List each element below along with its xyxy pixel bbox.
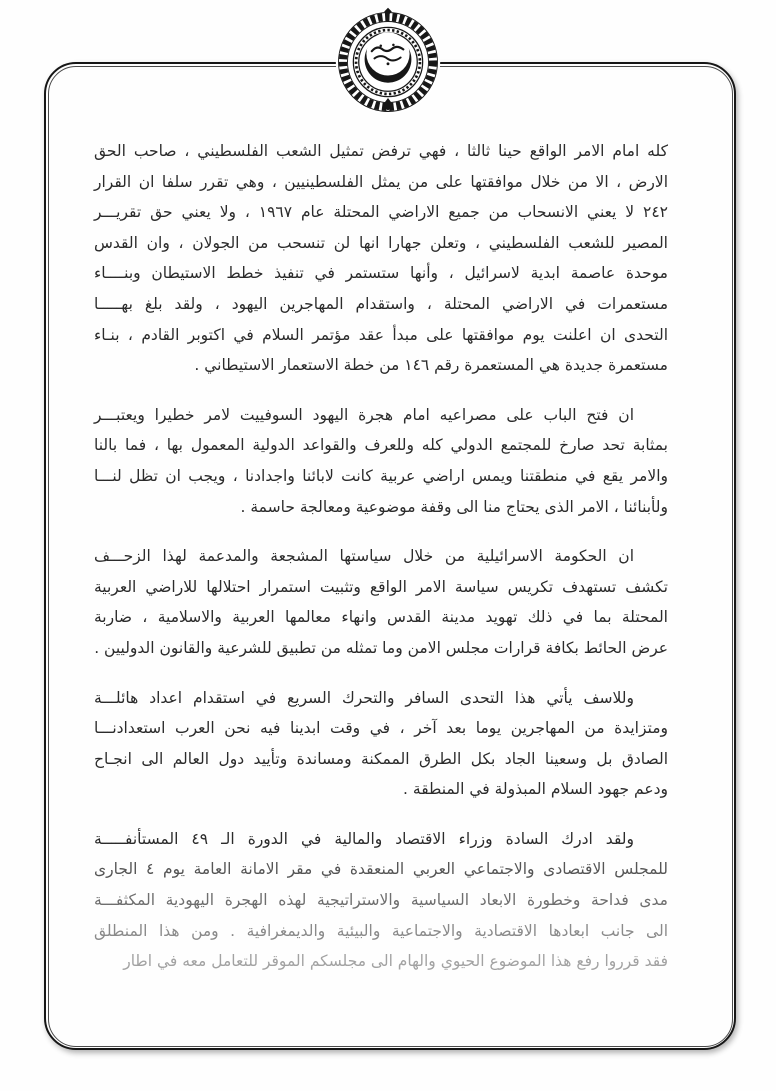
text-line: الى جانب ابعادها الاقتصادية والاجتماعية والبيئية والديمغرافية . ومن هذا المنطلق <box>94 921 668 940</box>
text-line: ان الحكومة الاسرائيلية من خلال سياستها المشجعة والمدعمة لهذا الزحـــف <box>94 547 634 566</box>
text-line: الصادق بل وسعينا الجاد بكل الطرق الممكنة ومساندة وتأييد دول العالم الى انجـاح <box>94 749 668 768</box>
arab-league-emblem <box>334 6 442 118</box>
paragraph <box>94 400 668 522</box>
text-line: مدى فداحة وخطورة الابعاد السياسية والاستراتيجية لهذه الهجرة اليهودية المكثفـــة <box>94 891 668 910</box>
text-line: فقد قرروا رفع هذا الموضوع الحيوي والهام الى مجلسكم الموقر للتعامل معه في اطار <box>123 952 668 971</box>
text-line: التحدى ان اعلنت يوم موافقتها على مبدأ عقد مؤتمر السلام في اكتوبر القادم ، بنـاء <box>94 325 668 344</box>
text-line: المحتلة بما في ذلك تهويد مدينة القدس وانهاء معالمها العربية والاسلامية ، ضاربة <box>94 608 668 627</box>
text-line: ٢٤٢ لا يعني الانسحاب من جميع الاراضي المحتلة عام ١٩٦٧ ، ولا يعني حق تقريـــر <box>94 203 668 222</box>
text-line: المصير للشعب الفلسطيني ، وتعلن جهارا انها لن تنسحب من الجولان ، وان القدس <box>94 233 668 252</box>
paragraph <box>94 541 668 663</box>
paragraph <box>94 824 668 977</box>
text-line: ان فتح الباب على مصراعيه امام هجرة اليهود السوفييت لامر خطيرا ويعتبـــر <box>94 405 634 424</box>
text-line: كله امام الامر الواقع حينا ثالثا ، فهي ترفض تمثيل الشعب الفلسطيني ، صاحب الحق <box>94 142 668 160</box>
text-line: عرض الحائط بكافة قرارات مجلس الامن وما تمثله من تطبيق للشرعية والقانون الدوليين . <box>94 638 668 657</box>
text-line: ولأبنائنا ، الامر الذى يحتاج منا الى وقفة موضوعية ومعالجة حاسمة . <box>240 497 668 516</box>
text-line: موحدة عاصمة ابدية لاسرائيل ، وأنها ستستمر في تنفيذ خطط الاستيطان وبنــــاء <box>94 264 668 283</box>
document-body <box>94 136 668 996</box>
text-line: والامر يقع في منطقتنا ويمس اراضي عربية كانت لابائنا واجدادنا ، ويجب ان تظل لنـــا <box>94 466 668 485</box>
text-line: مستعمرة جديدة هي المستعمرة رقم ١٤٦ من خطة الاستعمار الاستيطاني . <box>194 356 668 375</box>
text-line: الارض ، الا من خلال موافقتها على من يمثل الفلسطينيين ، وهي تقرر سلفا ان القرار <box>94 172 668 191</box>
text-line: بمثابة تحد صارخ للمجتمع الدولي كله وللعرف والقواعد الدولية المعمول بها ، فما بالنا <box>94 436 668 455</box>
text-line: تكشف تستهدف تكريس سياسة الامر الواقع وتثبيت استمرار احتلالها للاراضي العربية <box>94 577 668 596</box>
text-line: وللاسف يأتي هذا التحدى السافر والتحرك السريع في استقدام اعداد هائلـــة <box>94 688 634 707</box>
paragraph <box>94 683 668 805</box>
text-line: مستعمرات في الاراضي المحتلة ، واستقدام المهاجرين اليهود ، ولقد بلغ بهـــــا <box>94 294 668 313</box>
text-line: ومتزايدة من المهاجرين يوما بعد آخر ، في وقت ابدينا فيه نحن العرب استعدادنـــا <box>94 719 668 738</box>
text-line: ودعم جهود السلام المبذولة في المنطقة . <box>403 780 668 799</box>
text-line: للمجلس الاقتصادى والاجتماعي العربي المنعقدة في مقر الامانة العامة يوم ٤ الجارى <box>94 860 668 879</box>
arab-league-emblem-graphic <box>334 6 442 118</box>
text-line: ولقد ادرك السادة وزراء الاقتصاد والمالية في الدورة الـ ٤٩ المستأنفـــــة <box>94 829 634 848</box>
paragraph <box>94 136 668 381</box>
